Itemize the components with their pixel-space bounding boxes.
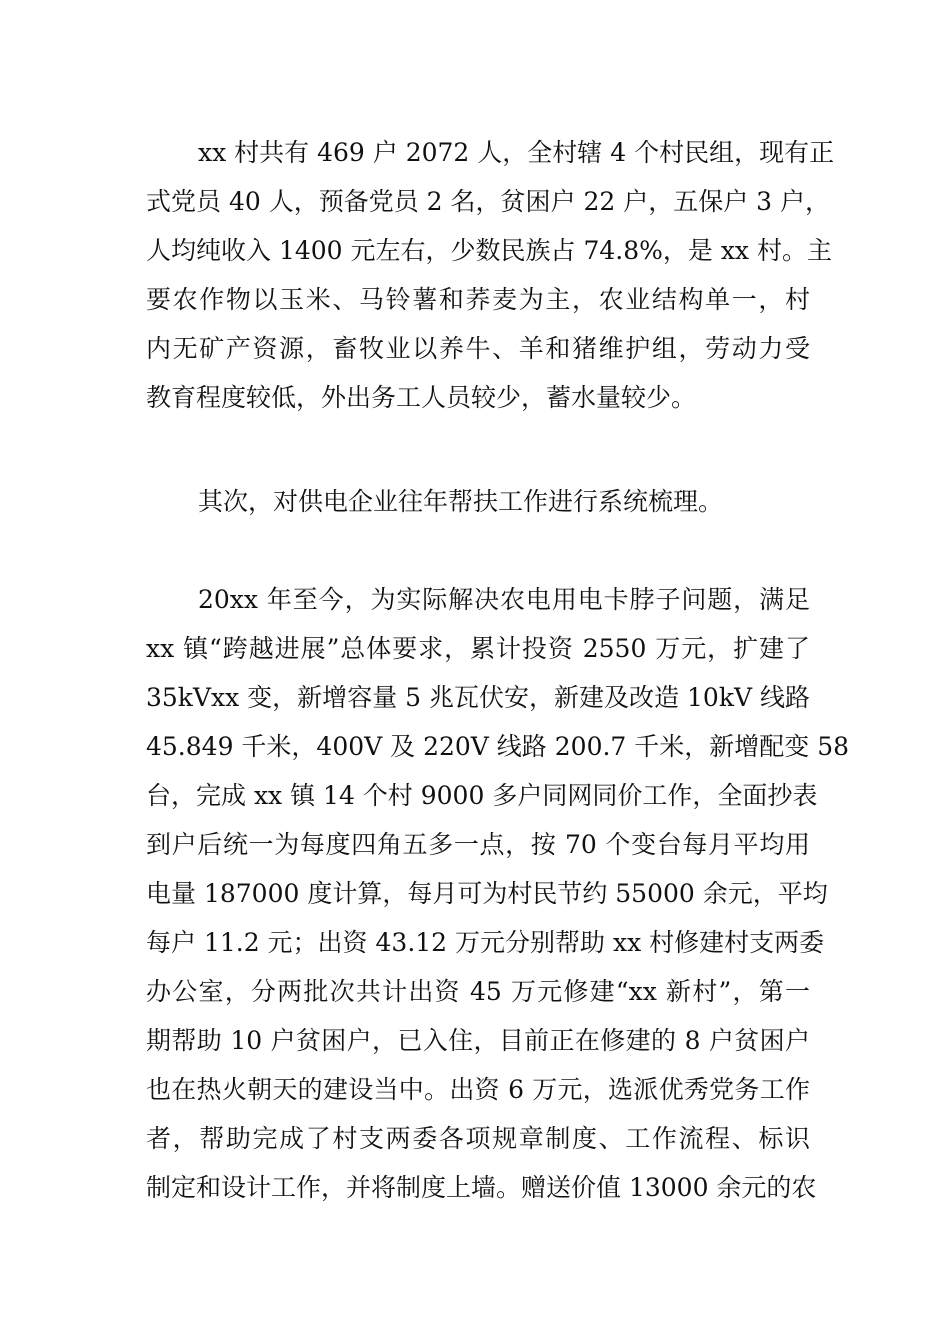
text-line: xx 镇“跨越进展”总体要求，累计投资 2550 万元，扩建了 — [146, 634, 810, 663]
text-line: 要农作物以玉米、马铃薯和荞麦为主，农业结构单一，村 — [146, 285, 810, 314]
text-line: xx 村共有 469 户 2072 人，全村辖 4 个村民组，现有正 — [198, 138, 835, 167]
text-line: 教育程度较低，外出务工人员较少，蓄水量较少。 — [146, 383, 697, 412]
text-line: 也在热火朝天的建设当中。出资 6 万元，选派优秀党务工作 — [146, 1075, 810, 1104]
text-line: 其次，对供电企业往年帮扶工作进行系统梳理。 — [198, 487, 724, 516]
text-line: 内无矿产资源，畜牧业以养牛、羊和猪维护组，劳动力受 — [146, 334, 810, 363]
text-line: 35kVxx 变，新增容量 5 兆瓦伏安，新建及改造 10kV 线路 — [146, 683, 810, 712]
paragraph-village-overview — [146, 128, 835, 422]
text-line: 每户 11.2 元；出资 43.12 万元分别帮助 xx 村修建村支两委 — [146, 928, 825, 957]
text-line: 45.849 千米，400V 及 220V 线路 200.7 千米，新增配变 58 — [146, 732, 850, 761]
text-line: 到户后统一为每度四角五多一点，按 70 个变台每月平均用 — [146, 830, 810, 859]
paragraph-support-work — [146, 575, 850, 1212]
text-line: 台，完成 xx 镇 14 个村 9000 多户同网同价工作，全面抄表 — [146, 781, 818, 810]
text-line: 20xx 年至今，为实际解决农电用电卡脖子问题，满足 — [198, 585, 810, 614]
text-line: 式党员 40 人，预备党员 2 名，贫困户 22 户，五保户 3 户， — [146, 187, 831, 216]
text-line: 期帮助 10 户贫困户，已入住，目前正在修建的 8 户贫困户 — [146, 1026, 810, 1055]
paragraph-review-heading — [146, 477, 810, 526]
text-line: 办公室，分两批次共计出资 45 万元修建“xx 新村”，第一 — [146, 977, 810, 1006]
text-line: 制定和设计工作，并将制度上墙。赠送价值 13000 余元的农 — [146, 1173, 817, 1202]
text-line: 人均纯收入 1400 元左右，少数民族占 74.8%，是 xx 村。主 — [146, 236, 832, 265]
text-line: 者，帮助完成了村支两委各项规章制度、工作流程、标识 — [146, 1124, 810, 1153]
text-line: 电量 187000 度计算，每月可为村民节约 55000 余元，平均 — [146, 879, 828, 908]
